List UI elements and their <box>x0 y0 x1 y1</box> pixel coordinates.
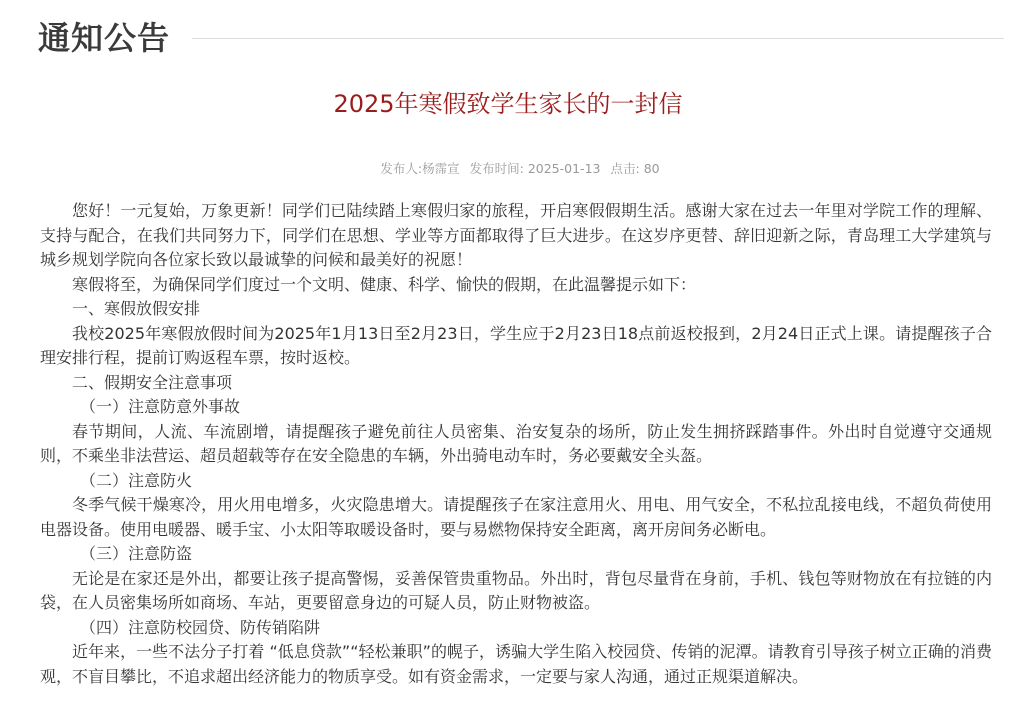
paragraph-accidents: 春节期间，人流、车流剧增，请提醒孩子避免前往人员密集、治安复杂的场所，防止发生拥挤踩踏事件。外出时自觉遵守交通规则，不乘坐非法营运、超员超载等存在安全隐患的车辆，外出骑电动车时，务必要戴安全头盔。 <box>40 421 992 465</box>
paragraph-theft: 无论是在家还是外出，都要让孩子提高警惕，妥善保管贵重物品。外出时，背包尽量背在身前，手机、钱包等财物放在有拉链的内袋，在人员密集场所如商场、车站，更要留意身边的可疑人员，防止财物被盗。 <box>40 568 992 612</box>
date-meta <box>470 161 601 176</box>
paragraph-loans-scams: 近年来，一些不法分子打着 “低息贷款”“轻松兼职”的幌子，诱骗大学生陷入校园贷、传销的泥潭。请教育引导孩子树立正确的消费观，不盲目攀比，不追求超出经济能力的物质享受。如有资金需求，一定要与家人沟通，通过正规渠道解决。 <box>40 642 992 686</box>
paragraph-greeting: 您好！一元复始，万象更新！同学们已陆续踏上寒假归家的旅程，开启寒假假期生活。感谢大家在过去一年里对学院工作的理解、支持与配合，在我们共同努力下，同学们在思想、学业等方面都取得了巨大进步。在这岁序更替、辞旧迎新之际，青岛理工大学建筑与城乡规划学院向各位家长致以最诚挚的问候和最美好的祝愿！ <box>40 201 992 269</box>
section-header <box>38 14 1004 58</box>
paragraph-holiday-schedule: 我校2025年寒假放假时间为2025年1月13日至2月23日，学生应于2月23日18点前返校报到，2月24日正式上课。请提醒孩子合理安排行程，提前订购返程车票，按时返校。 <box>40 323 992 367</box>
heading-holiday-schedule: 一、寒假放假安排 <box>72 299 201 318</box>
subheading-fire: （二）注意防火 <box>80 470 193 490</box>
section-divider <box>192 38 1004 39</box>
subheading-theft: （三）注意防盗 <box>80 544 193 563</box>
clicks-label: 点击: <box>610 161 640 176</box>
click-count: 80 <box>643 161 660 176</box>
section-title: 通知公告 <box>38 19 171 57</box>
clicks-meta <box>610 161 659 176</box>
subheading-accidents: （一）注意防意外事故 <box>80 397 241 416</box>
subheading-loans-scams: （四）注意防校园贷、防传销陷阱 <box>80 617 321 637</box>
date-label: 发布时间: <box>469 161 524 176</box>
author-label: 发布人: <box>380 161 423 176</box>
heading-safety: 二、假期安全注意事项 <box>72 372 233 392</box>
article-body <box>40 199 992 689</box>
publish-date: 2025-01-13 <box>527 161 601 176</box>
paragraph-intro: 寒假将至，为确保同学们度过一个文明、健康、科学、愉快的假期，在此温馨提示如下： <box>72 274 697 294</box>
article-title: 2025年寒假致学生家长的一封信 <box>333 90 683 118</box>
paragraph-fire: 冬季气候干燥寒冷，用火用电增多，火灾隐患增大。请提醒孩子在家注意用火、用电、用气安全，不私拉乱接电线，不超负荷使用电器设备。使用电暖器、暖手宝、小太阳等取暖设备时，要与易燃物保持安全距离，离开房间务必断电。 <box>40 495 992 539</box>
article-meta <box>0 160 1016 178</box>
author-meta <box>380 161 459 176</box>
author-name: 杨霈宣 <box>422 161 460 176</box>
